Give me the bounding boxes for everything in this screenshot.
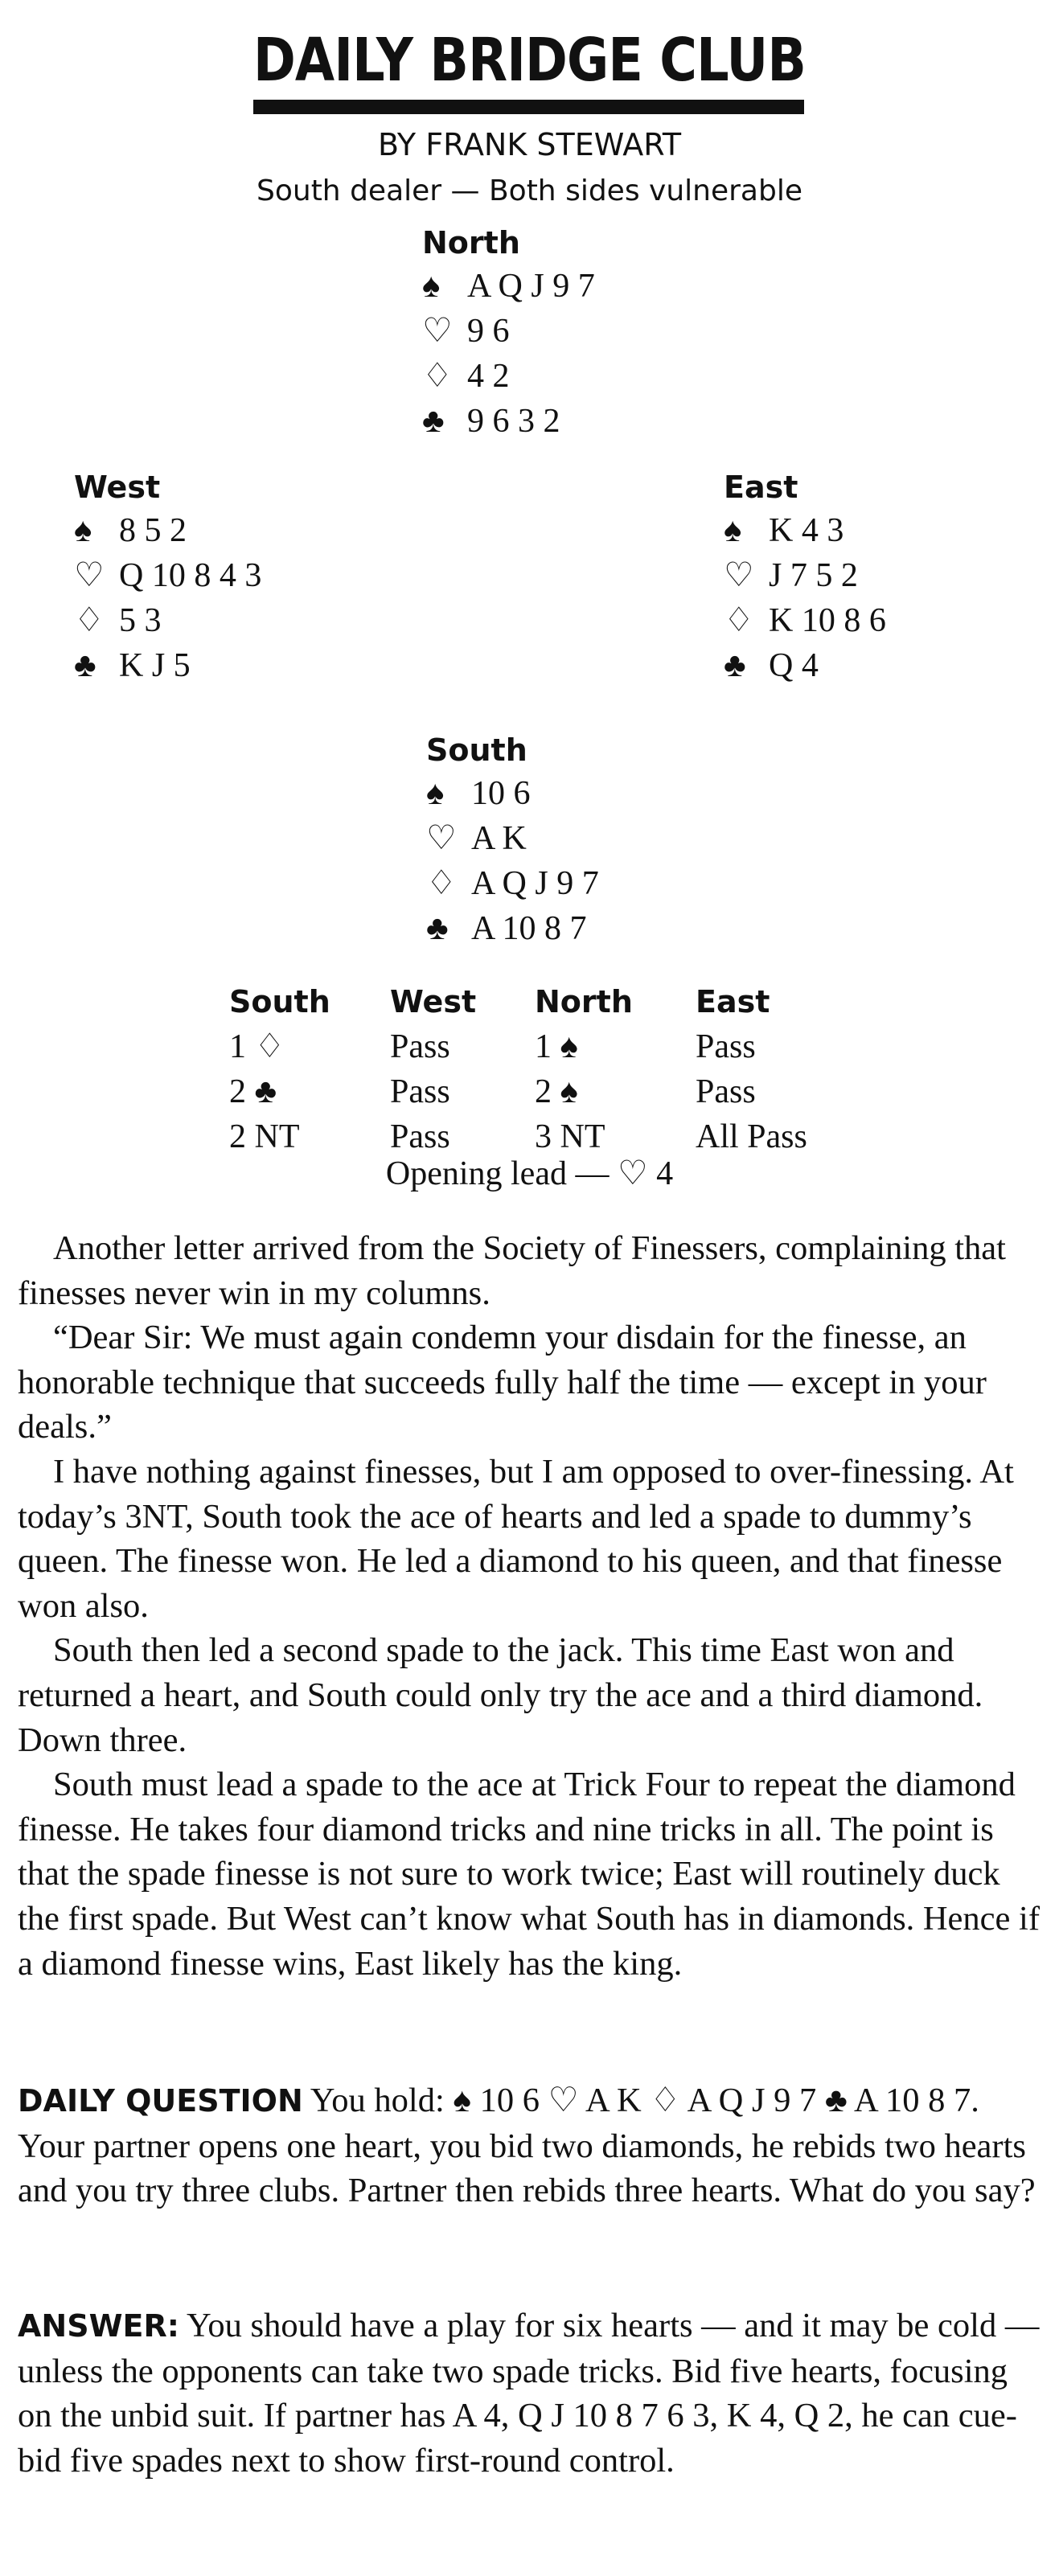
cards-hearts: 9 6 — [467, 313, 510, 350]
cards-diamonds: A Q J 9 7 — [471, 865, 599, 902]
heart-icon: ♡ — [74, 557, 105, 594]
article-body — [18, 1226, 1043, 1986]
diamond-icon: ♢ — [426, 865, 457, 902]
suit-line-clubs — [724, 643, 886, 688]
hand-name: East — [724, 470, 798, 505]
cards-spades: 10 6 — [471, 775, 531, 812]
byline: BY FRANK STEWART — [377, 127, 682, 162]
column-title: DAILY BRIDGE CLUB — [252, 26, 807, 95]
suit-line-diamonds — [724, 598, 886, 643]
suit-line-spades — [74, 508, 261, 553]
title-rule — [253, 100, 804, 114]
auction-header: West — [390, 984, 477, 1019]
auction-bid: All Pass — [696, 1118, 807, 1155]
hand-name: North — [422, 225, 520, 260]
auction-header: East — [696, 984, 770, 1019]
spade-icon: ♠ — [426, 775, 445, 812]
article-paragraph: South must lead a spade to the ace at Trick Four to repeat the diamond finesse. He takes four diamond tricks and nine tricks in all. The point is that the spade finesse is not sure to work twice; East will routinely duck the first spade. But West can’t know what South has in diamonds. Hence if a diamond finesse wins, East likely has the king. — [18, 1766, 1040, 1983]
answer-text: You should have a play for six hearts — and it may be cold — unless the opponents can take two spade tricks. Bid five hearts, focusing on the unbid suit. If partner has A 4, Q J 10 8 7 6 3, K 4, Q 2, he can cue-bid five spades next to show first-round control. — [18, 2307, 1040, 2480]
club-icon: ♣ — [426, 910, 449, 947]
auction-bid: 1 ♢ — [229, 1028, 285, 1065]
cards-diamonds: 4 2 — [467, 358, 510, 395]
suit-line-hearts — [422, 309, 595, 354]
suit-line-spades — [724, 508, 886, 553]
suit-line-diamonds — [426, 861, 599, 906]
cards-diamonds: 5 3 — [119, 602, 162, 639]
article-paragraph: I have nothing against finesses, but I am opposed to over-finessing. At today’s 3NT, South took the ace of hearts and led a spade to dummy’s queen. The finesse won. He led a diamond to his queen, and that finesse won also. — [18, 1452, 1014, 1625]
opening-lead: Opening lead — ♡ 4 — [385, 1155, 674, 1192]
cards-clubs: 9 6 3 2 — [467, 403, 560, 440]
suit-line-hearts — [724, 553, 886, 598]
article-paragraph: South then led a second spade to the jack. This time East won and returned a heart, and South could only try the ace and a third diamond. Down three. — [18, 1631, 983, 1759]
suit-line-clubs — [426, 906, 599, 951]
heart-icon: ♡ — [724, 557, 754, 594]
auction-bid: Pass — [390, 1028, 450, 1065]
auction-bid: Pass — [696, 1073, 756, 1110]
suit-line-spades — [422, 264, 595, 309]
club-icon: ♣ — [74, 647, 96, 684]
heart-icon: ♡ — [422, 313, 453, 350]
cards-diamonds: K 10 8 6 — [769, 602, 886, 639]
south-hand — [426, 729, 599, 951]
hand-name: South — [426, 732, 527, 768]
dealer-info: South dealer — Both sides vulnerable — [257, 174, 802, 207]
article-paragraph: Another letter arrived from the Society of Finessers, complaining that finesses never win in my columns. — [18, 1229, 1006, 1312]
spade-icon: ♠ — [724, 512, 742, 549]
cards-spades: 8 5 2 — [119, 512, 187, 549]
daily-question-text: You hold: ♠ 10 6 ♡ A K ♢ A Q J 9 7 ♣ A 10 8 7. Your partner opens one heart, you bid two diamonds, he rebids two hearts and you try three clubs. Partner then rebids three hearts. What do you say? — [18, 2082, 1036, 2210]
cards-spades: K 4 3 — [769, 512, 844, 549]
auction-bid: Pass — [390, 1073, 450, 1110]
auction-bid: Pass — [696, 1028, 756, 1065]
heart-icon: ♡ — [426, 820, 457, 857]
suit-line-clubs — [422, 399, 595, 444]
auction-bid: 1 ♠ — [535, 1028, 578, 1065]
auction-bid: 2 NT — [229, 1118, 300, 1155]
north-hand — [422, 222, 595, 444]
cards-hearts: A K — [471, 820, 527, 857]
auction-header: North — [535, 984, 633, 1019]
cards-clubs: Q 4 — [769, 647, 819, 684]
auction-header: South — [229, 984, 330, 1019]
cards-hearts: Q 10 8 4 3 — [119, 557, 262, 594]
suit-line-diamonds — [422, 354, 595, 399]
west-hand — [74, 466, 261, 688]
auction-bid: 2 ♠ — [535, 1073, 578, 1110]
auction-bid: 2 ♣ — [229, 1073, 277, 1110]
auction-bid: 3 NT — [535, 1118, 605, 1155]
suit-line-hearts — [74, 553, 261, 598]
daily-question-label: DAILY QUESTION — [18, 2083, 303, 2119]
spade-icon: ♠ — [422, 268, 441, 305]
suit-line-hearts — [426, 816, 599, 861]
east-hand — [724, 466, 886, 688]
cards-clubs: K J 5 — [119, 647, 191, 684]
answer-label: ANSWER: — [18, 2308, 179, 2344]
diamond-icon: ♢ — [422, 358, 453, 395]
suit-line-spades — [426, 771, 599, 816]
article-paragraph: “Dear Sir: We must again condemn your disdain for the finesse, an honorable technique that succeeds fully half the time — except in your deals.” — [18, 1319, 987, 1446]
club-icon: ♣ — [724, 647, 746, 684]
hand-name: West — [74, 470, 161, 505]
spade-icon: ♠ — [74, 512, 92, 549]
cards-spades: A Q J 9 7 — [467, 268, 595, 305]
cards-clubs: A 10 8 7 — [471, 910, 587, 947]
auction-bid: Pass — [390, 1118, 450, 1155]
diamond-icon: ♢ — [74, 602, 105, 639]
club-icon: ♣ — [422, 403, 445, 440]
suit-line-diamonds — [74, 598, 261, 643]
cards-hearts: J 7 5 2 — [769, 557, 858, 594]
diamond-icon: ♢ — [724, 602, 754, 639]
answer — [18, 2303, 1043, 2483]
daily-question — [18, 2078, 1043, 2213]
suit-line-clubs — [74, 643, 261, 688]
